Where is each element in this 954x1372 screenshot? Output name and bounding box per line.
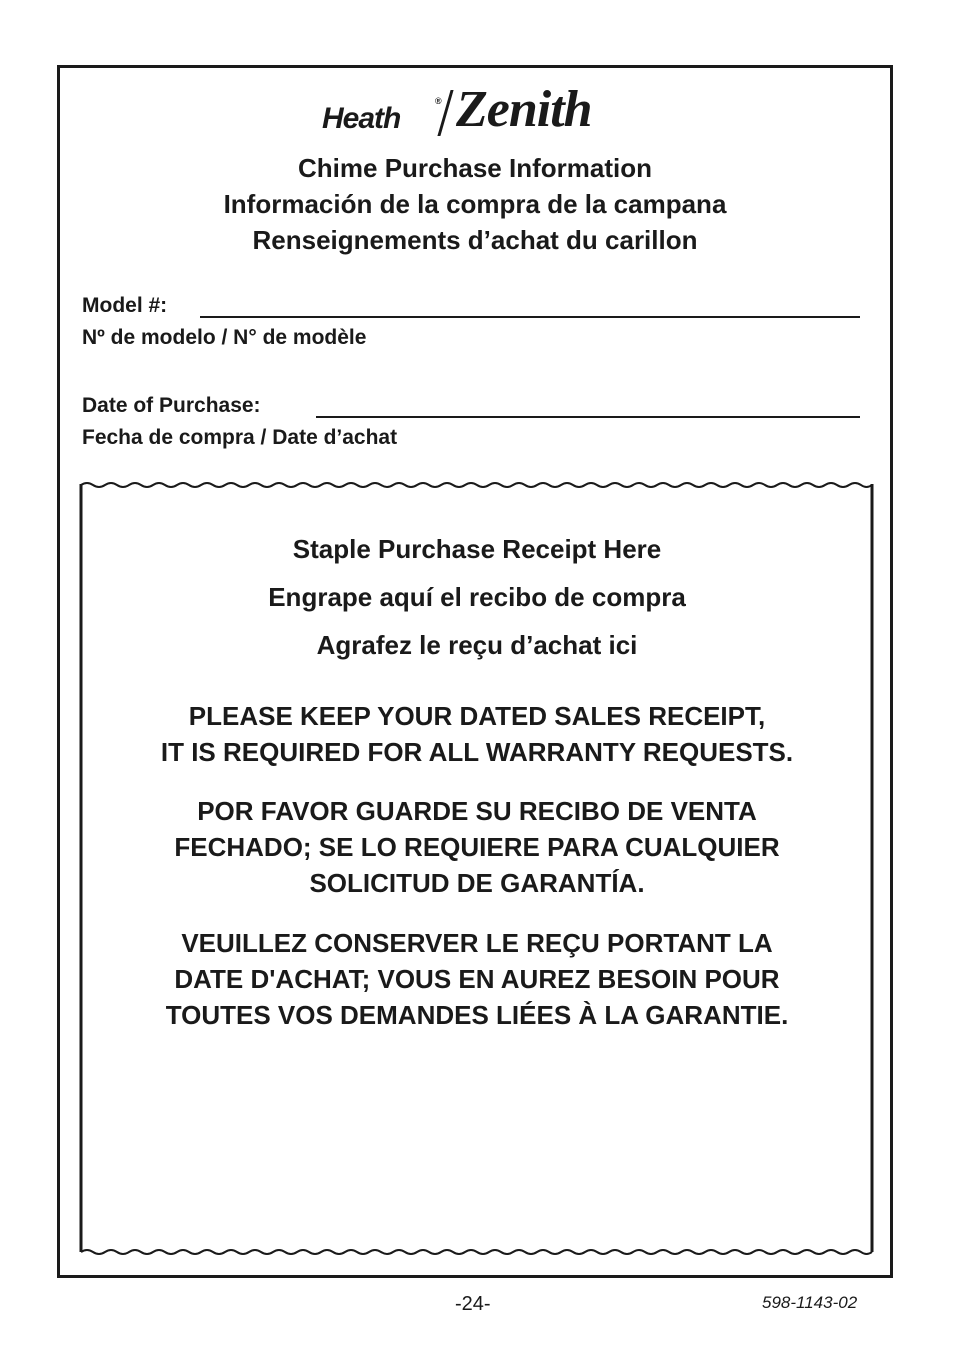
- title-french: Renseignements d’achat du carillon: [252, 225, 698, 255]
- model-number-label: Model #:: [82, 294, 168, 317]
- logo-heath-wordmark: Heath: [322, 102, 401, 135]
- logo-zenith-wordmark: Zenith: [456, 81, 592, 138]
- logo-registered-mark: ®: [435, 96, 442, 106]
- notice-line: POR FAVOR GUARDE SU RECIBO DE VENTA: [197, 796, 757, 826]
- page-number: -24-: [455, 1293, 491, 1315]
- staple-instruction-english: Staple Purchase Receipt Here: [292, 534, 662, 564]
- purchase-date-label: Date of Purchase:: [82, 394, 261, 417]
- warranty-notice-french: [82, 925, 872, 1033]
- document-code: 598-1143-02: [762, 1293, 858, 1312]
- receipt-wavy-bottom-edge: [81, 1250, 872, 1254]
- staple-instruction-french: Agrafez le reçu d’achat ici: [316, 630, 638, 660]
- warranty-notice-spanish: [82, 793, 872, 901]
- title-spanish: Información de la compra de la campana: [223, 189, 727, 219]
- notice-line: VEUILLEZ CONSERVER LE REÇU PORTANT LA: [181, 928, 773, 958]
- model-number-sublabel: Nº de modelo / N° de modèle: [82, 326, 367, 349]
- title-english: Chime Purchase Information: [298, 153, 652, 183]
- notice-line: FECHADO; SE LO REQUIERE PARA CUALQUIER: [174, 832, 780, 862]
- notice-line: DATE D'ACHAT; VOUS EN AUREZ BESOIN POUR: [174, 964, 780, 994]
- notice-line: PLEASE KEEP YOUR DATED SALES RECEIPT,: [188, 701, 766, 731]
- notice-line: TOUTES VOS DEMANDES LIÉES À LA GARANTIE.: [165, 1000, 789, 1030]
- notice-line: IT IS REQUIRED FOR ALL WARRANTY REQUESTS.: [160, 737, 794, 767]
- staple-instruction-spanish: Engrape aquí el recibo de compra: [268, 582, 686, 612]
- purchase-date-sublabel: Fecha de compra / Date d’achat: [82, 426, 398, 449]
- notice-line: SOLICITUD DE GARANTÍA.: [309, 868, 645, 898]
- warranty-notice-english: [82, 698, 872, 770]
- receipt-wavy-top-edge: [81, 483, 872, 487]
